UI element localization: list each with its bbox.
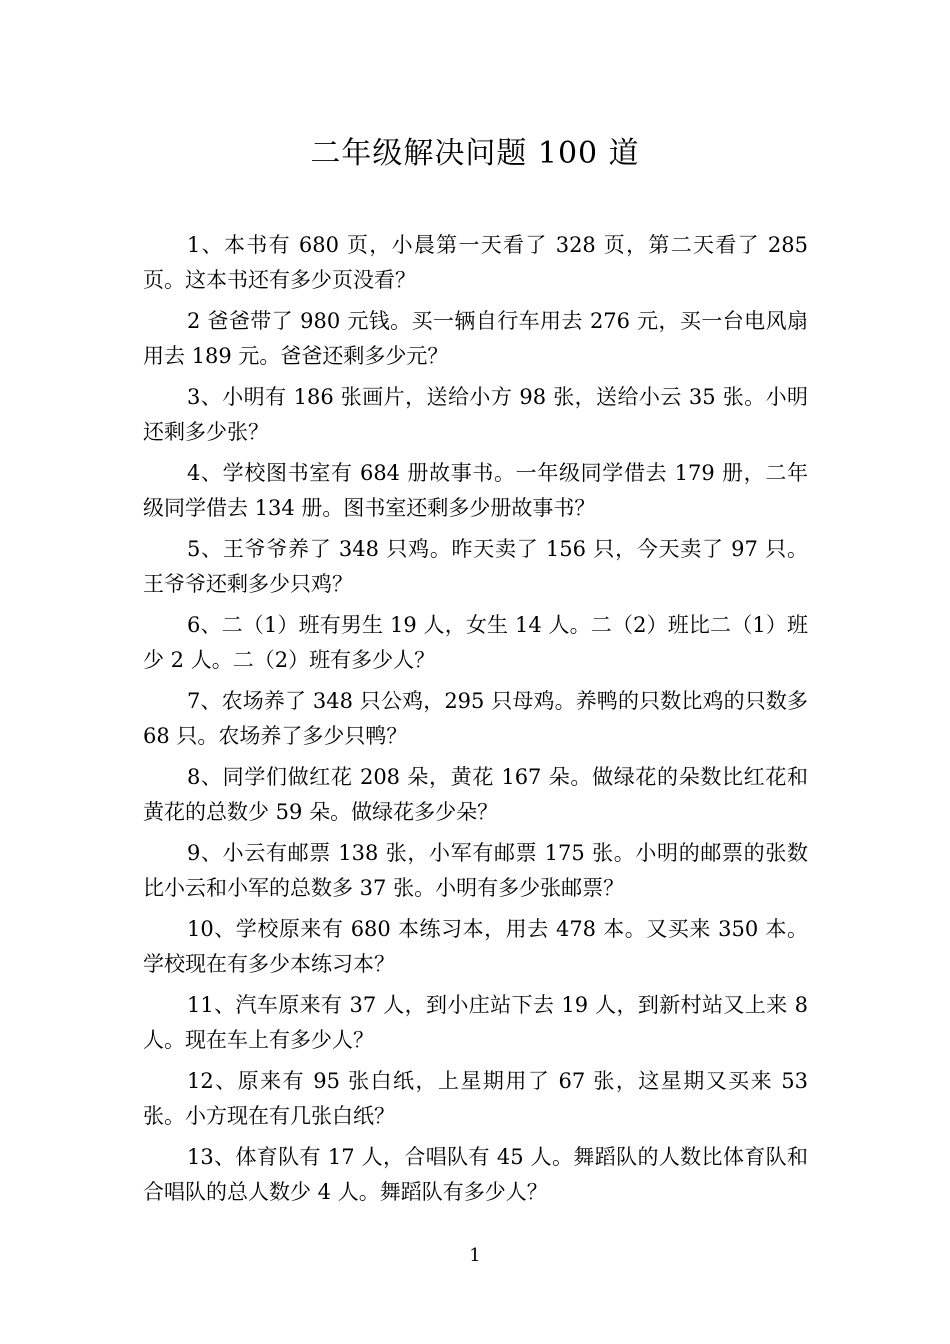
question-item: 4、学校图书室有 684 册故事书。一年级同学借去 179 册，二年级同学借去 134 册。图书室还剩多少册故事书？ <box>143 461 808 520</box>
question-item: 8、同学们做红花 208 朵，黄花 167 朵。做绿花的朵数比红花和黄花的总数少 59 朵。做绿花多少朵？ <box>143 765 808 824</box>
question-item: 13、体育队有 17 人，合唱队有 45 人。舞蹈队的人数比体育队和合唱队的总人数少 4 人。舞蹈队有多少人？ <box>143 1145 808 1204</box>
question-item: 12、原来有 95 张白纸，上星期用了 67 张，这星期又买来 53 张。小方现在有几张白纸？ <box>143 1069 808 1128</box>
question-item: 7、农场养了 348 只公鸡，295 只母鸡。养鸭的只数比鸡的只数多 68 只。农场养了多少只鸭？ <box>143 689 808 748</box>
question-item: 1、本书有 680 页，小晨第一天看了 328 页，第二天看了 285 页。这本书还有多少页没看？ <box>143 233 808 292</box>
document-title: 二年级解决问题 100 道 <box>310 136 640 171</box>
question-item: 6、二（1）班有男生 19 人，女生 14 人。二（2）班比二（1）班少 2 人。二（2）班有多少人？ <box>143 613 808 672</box>
question-item: 10、学校原来有 680 本练习本，用去 478 本。又买来 350 本。学校现在有多少本练习本？ <box>143 917 808 976</box>
question-item: 11、汽车原来有 37 人，到小庄站下去 19 人，到新村站又上来 8 人。现在车上有多少人？ <box>143 993 808 1052</box>
page-number: 1 <box>469 1245 481 1266</box>
question-item: 3、小明有 186 张画片，送给小方 98 张，送给小云 35 张。小明还剩多少张？ <box>143 385 808 444</box>
question-item: 9、小云有邮票 138 张，小军有邮票 175 张。小明的邮票的张数比小云和小军的总数多 37 张。小明有多少张邮票？ <box>143 841 808 900</box>
question-item: 5、王爷爷养了 348 只鸡。昨天卖了 156 只，今天卖了 97 只。王爷爷还剩多少只鸡？ <box>143 537 808 596</box>
question-list <box>143 228 808 1216</box>
question-item: 2 爸爸带了 980 元钱。买一辆自行车用去 276 元，买一台电风扇用去 189 元。爸爸还剩多少元？ <box>143 309 808 368</box>
